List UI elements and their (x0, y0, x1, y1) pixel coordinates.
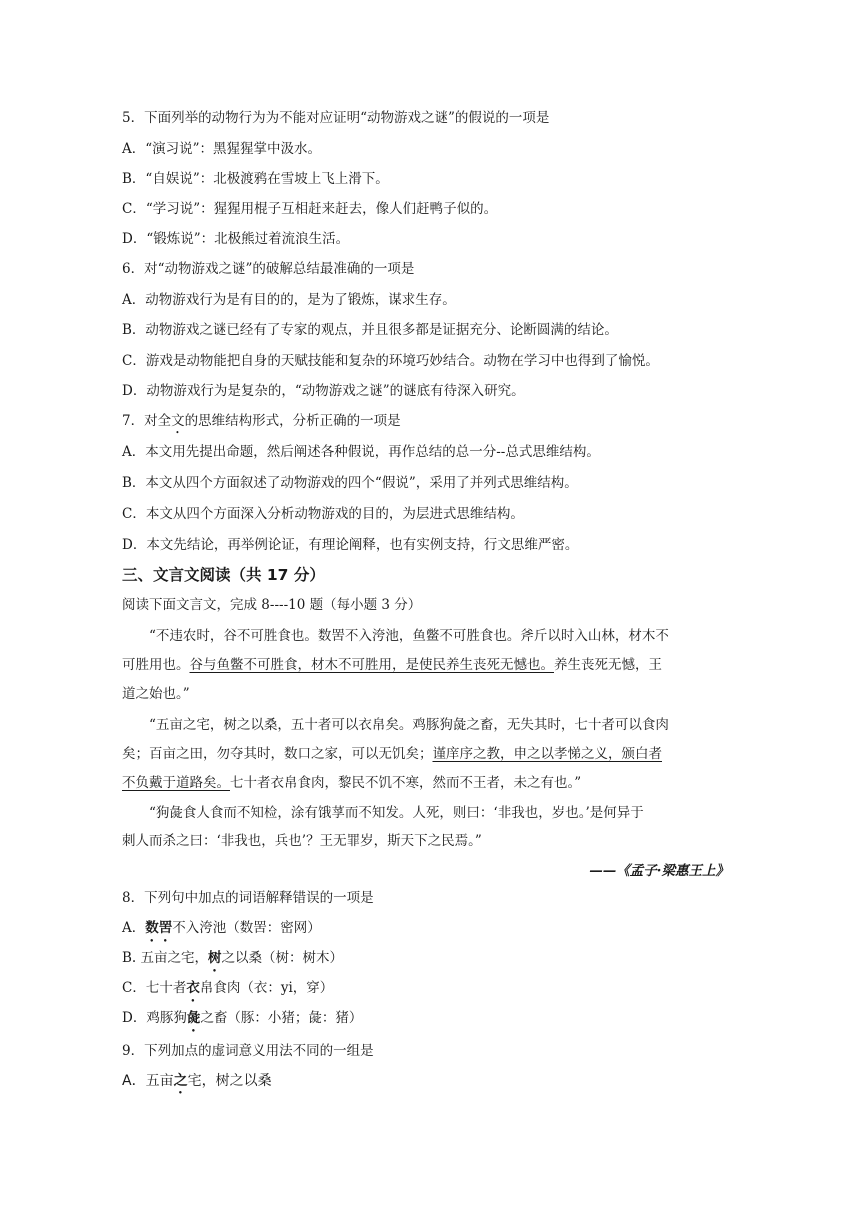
question-5-option-c: C．“学习说”：猩猩用棍子互相赶来赶去，像人们赶鸭子似的。 (122, 201, 498, 217)
option-text: 之以桑（树：树木） (221, 950, 344, 966)
question-6-stem: 6．对“动物游戏之谜”的破解总结最准确的一项是 (122, 261, 415, 277)
passage-underlined-sentence-1: 谷与鱼鳖不可胜食，材木不可胜用，是使民养生丧死无憾也。 (189, 657, 554, 673)
question-8-option-a (122, 918, 321, 945)
passage-p2-line2-a: 矣；百亩之田，勿夺其时，数口之家，可以无饥矣； (122, 746, 433, 762)
passage-p2-line1: “五亩之宅，树之以桑，五十者可以衣帛矣。鸡豚狗彘之畜，无失其时，七十者可以食肉 (149, 717, 669, 733)
question-9-stem: 9．下列加点的虚词意义用法不同的一组是 (122, 1043, 374, 1059)
option-label: C．七十者 (122, 980, 187, 996)
dotted-word: 之 (173, 1073, 188, 1089)
passage-p3-line2: 刺人而杀之曰：‘非我也，兵也’？王无罪岁，斯天下之民焉。” (122, 833, 482, 849)
option-label: D．鸡豚狗 (122, 1010, 187, 1026)
question-6-option-b: B．动物游戏之谜已经有了专家的观点，并且很多都是证据充分、论断圆满的结论。 (122, 322, 618, 338)
option-text: 宅，树之以桑 (187, 1073, 272, 1089)
question-5-option-b: B．“自娱说”：北极渡鸦在雪坡上飞上滑下。 (122, 171, 389, 187)
dotted-word: 彘 (186, 1010, 201, 1026)
question-8-option-b (122, 948, 343, 975)
dotted-word: 数罟 (145, 920, 173, 936)
section-heading: 三、文言文阅读（共 17 分） (122, 566, 325, 584)
dotted-word: 树 (208, 950, 222, 966)
passage-p1-line3: 道之始也。” (122, 686, 190, 702)
question-7-stem-pre: 7．对全 (122, 413, 172, 429)
question-7-option-d: D．本文先结论，再举例论证，有理论阐释，也有实例支持，行文思维严密。 (122, 537, 579, 553)
dotted-word: 衣 (186, 980, 200, 996)
passage-p2-line2 (122, 744, 662, 764)
question-8-option-d (122, 1008, 362, 1035)
question-7-stem-post: 的思维结构形式，分析正确的一项是 (184, 413, 401, 429)
passage-p1-line2 (122, 655, 662, 675)
passage-p1-line1: “不违农时，谷不可胜食也。数罟不入洿池，鱼鳖不可胜食也。斧斤以时入山林，材木不 (149, 628, 669, 644)
passage-p3-line1: “狗彘食人食而不知检，涂有饿莩而不知发。人死，则曰：‘非我也，岁也。’是何异于 (149, 805, 644, 821)
question-5-stem: 5．下面列举的动物行为为不能对应证明“动物游戏之谜”的假说的一项是 (122, 110, 550, 126)
question-8-option-c (122, 978, 333, 1005)
option-text: 不入洿池（数罟：密网） (172, 920, 321, 936)
passage-p1-line2-b: 养生丧死无憾，王 (554, 657, 662, 673)
question-5-option-a: A．“演习说”：黑猩猩掌中汲水。 (122, 141, 322, 157)
option-label: B. 五亩之宅， (122, 950, 209, 966)
passage-underlined-sentence-2b: 不负戴于道路矣。 (122, 775, 230, 791)
option-text: 帛食肉（衣：yi，穿） (199, 980, 334, 996)
section-instruction: 阅读下面文言文，完成 8----10 题（每小题 3 分） (122, 597, 422, 613)
passage-p2-line3 (122, 773, 581, 793)
question-6-option-a: A．动物游戏行为是有目的的，是为了锻炼，谋求生存。 (122, 292, 456, 308)
question-6-option-d: D．动物游戏行为是复杂的，“动物游戏之谜”的谜底有待深入研究。 (122, 383, 525, 399)
question-6-option-c: C．游戏是动物能把自身的天赋技能和复杂的环境巧妙结合。动物在学习中也得到了愉悦。 (122, 353, 659, 369)
question-7-dotted-word: 文 (171, 413, 185, 429)
question-7-option-b: B．本文从四个方面叙述了动物游戏的四个“假说”，采用了并列式思维结构。 (122, 475, 578, 491)
option-text: 之畜（豚：小猪；彘：猪） (200, 1010, 363, 1026)
option-label: A． (122, 920, 146, 936)
question-7-option-c: C．本文从四个方面深入分析动物游戏的目的，为层进式思维结构。 (122, 506, 524, 522)
passage-source: ——《孟子·梁惠王上》 (589, 863, 729, 879)
passage-p2-line3-b: 七十者衣帛食肉，黎民不饥不寒，然而不王者，未之有也。” (230, 775, 582, 791)
question-7-option-a: A．本文用先提出命题，然后阐述各种假说，再作总结的总一分--总式思维结构。 (122, 444, 600, 460)
question-8-stem: 8．下列句中加点的词语解释错误的一项是 (122, 890, 374, 906)
passage-underlined-sentence-2a: 谨庠序之教，申之以孝悌之义，颁白者 (432, 746, 662, 762)
question-5-option-d: D．“锻炼说”：北极熊过着流浪生活。 (122, 231, 350, 247)
option-label: A．五亩 (122, 1073, 174, 1089)
passage-p1-line2-a: 可胜用也。 (122, 657, 190, 673)
question-7-stem (122, 411, 401, 437)
question-9-option-a (122, 1071, 272, 1097)
